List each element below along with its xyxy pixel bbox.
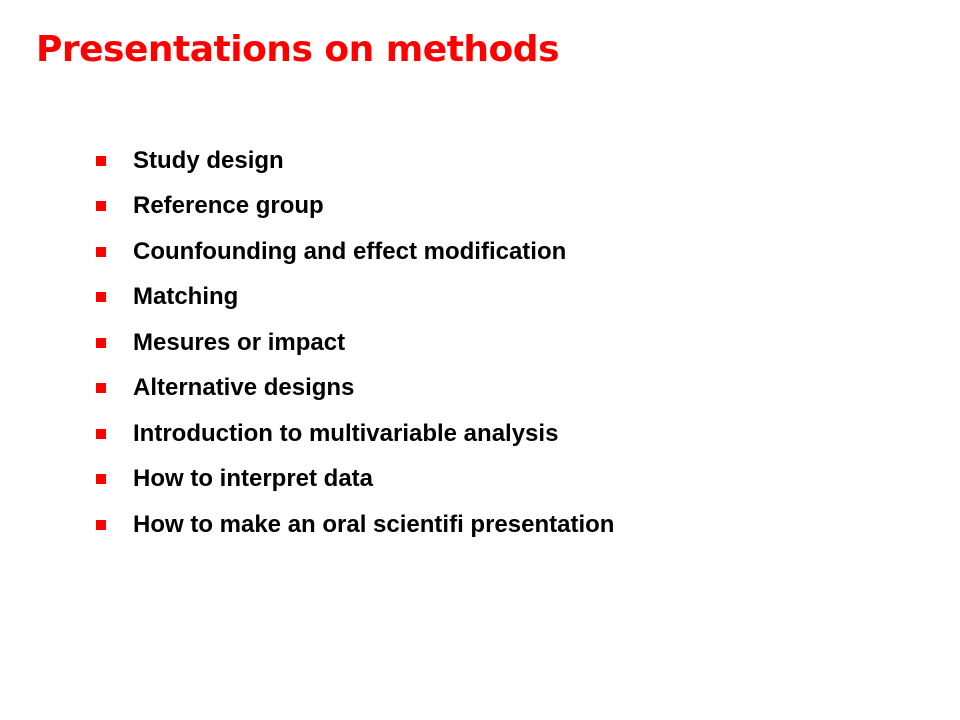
list-item xyxy=(96,229,614,275)
list-item xyxy=(96,320,614,366)
list-item xyxy=(96,411,614,457)
square-bullet-icon xyxy=(96,338,106,348)
bullet-text: Matching xyxy=(133,283,239,311)
list-item xyxy=(96,184,614,230)
list-item xyxy=(96,366,614,412)
bullet-list xyxy=(96,138,614,548)
bullet-text: Study design xyxy=(133,146,284,174)
bullet-text: Mesures or impact xyxy=(133,328,346,356)
bullet-text: How to make an oral scientifi presentation xyxy=(133,510,615,538)
bullet-text: Reference group xyxy=(133,192,324,220)
bullet-text: Introduction to multivariable analysis xyxy=(133,419,559,447)
square-bullet-icon xyxy=(96,292,106,302)
square-bullet-icon xyxy=(96,201,106,211)
slide-title: Presentations on methods xyxy=(36,29,559,70)
bullet-text: Counfounding and effect modification xyxy=(133,237,567,265)
square-bullet-icon xyxy=(96,383,106,393)
square-bullet-icon xyxy=(96,247,106,257)
square-bullet-icon xyxy=(96,520,106,530)
list-item xyxy=(96,275,614,321)
square-bullet-icon xyxy=(96,474,106,484)
bullet-text: Alternative designs xyxy=(133,374,355,402)
square-bullet-icon xyxy=(96,429,106,439)
bullet-text: How to interpret data xyxy=(133,465,374,493)
list-item xyxy=(96,457,614,503)
square-bullet-icon xyxy=(96,156,106,166)
list-item xyxy=(96,138,614,184)
list-item xyxy=(96,502,614,548)
